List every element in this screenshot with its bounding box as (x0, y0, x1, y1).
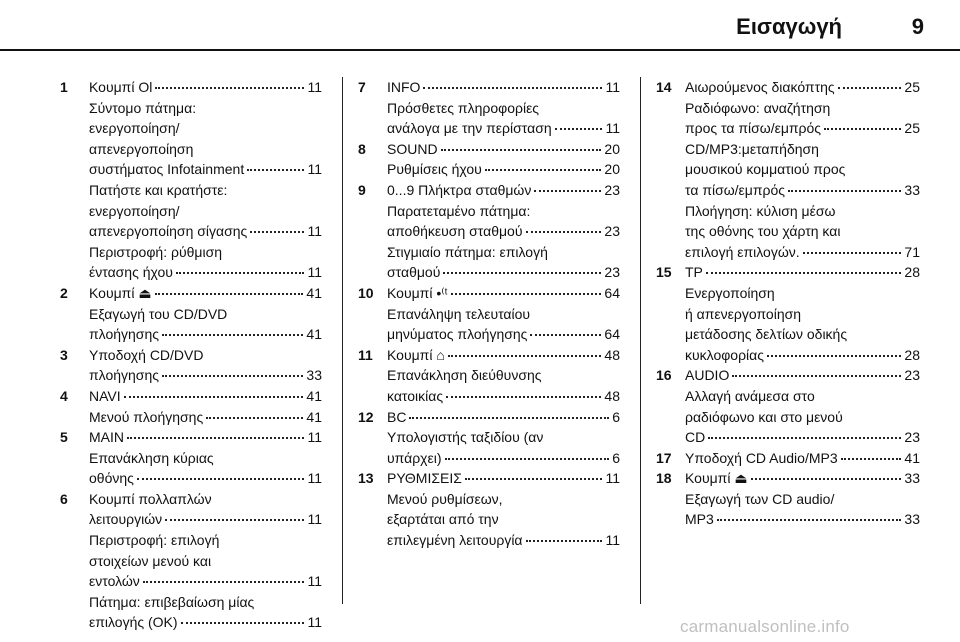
entry-line (685, 139, 920, 160)
entry-page-ref: 48 (604, 346, 620, 363)
entry-page-ref: 23 (604, 264, 620, 281)
dot-leader (176, 272, 305, 274)
dot-leader (448, 355, 602, 357)
entry-text: NAVI (89, 387, 121, 404)
entry-line (685, 468, 920, 489)
page-number: 9 (911, 14, 924, 39)
entry-page-ref: 11 (307, 161, 322, 178)
entry-line (387, 221, 620, 242)
entry-text: πλοήγησης (89, 326, 159, 343)
entry-text: λειτουργιών (89, 511, 163, 528)
entry-page-ref: 20 (604, 161, 620, 178)
entry-number: 3 (60, 346, 68, 363)
entry-line (89, 283, 322, 304)
entry-line (387, 427, 620, 448)
index-column-3 (656, 77, 920, 530)
entry-line (387, 242, 620, 263)
entry-number: 9 (358, 181, 366, 198)
entry-text: AUDIO (685, 367, 730, 384)
entry-text: προς τα πίσω/εμπρός (685, 120, 822, 137)
entry-line (387, 201, 620, 222)
entry-page-ref: 41 (306, 326, 322, 343)
dot-leader (247, 169, 304, 171)
entry-page-ref: 11 (605, 79, 620, 95)
entry-text: Κουμπί Ol (89, 79, 153, 95)
entry-text: της οθόνης του χάρτη και (685, 223, 841, 240)
entry-page-ref: 23 (904, 429, 920, 446)
entry-line (89, 345, 322, 366)
entry-page-ref: 11 (307, 573, 322, 590)
index-entry (60, 345, 322, 386)
entry-text: Ρυθμίσεις ήχου (387, 161, 482, 178)
entry-text: Περιστροφή: επιλογή (89, 532, 220, 549)
entry-page-ref: 28 (904, 346, 920, 363)
index-entry (60, 283, 322, 345)
entry-text: Μενού πλοήγησης (89, 408, 204, 425)
entry-text: Στιγμιαίο πάτημα: επιλογή (387, 243, 548, 260)
entry-text: τα πίσω/εμπρός (685, 181, 786, 198)
entry-text: Σύντομο πάτημα: (89, 99, 197, 116)
entry-number: 10 (358, 284, 374, 301)
dot-leader (143, 581, 305, 583)
entry-text: Υποδοχή CD/DVD (89, 346, 204, 363)
entry-line (387, 304, 620, 325)
dot-leader (751, 478, 902, 480)
entry-text: υπάρχει) (387, 449, 442, 466)
entry-line (89, 468, 322, 489)
entry-line (387, 77, 620, 98)
dot-leader (124, 396, 304, 398)
entry-text: ανάλογα με την περίσταση (387, 120, 552, 137)
dot-leader (526, 540, 603, 542)
entry-line (685, 77, 920, 98)
entry-text: Κουμπί •⁽ᵗ (387, 284, 448, 301)
dot-leader (534, 190, 601, 192)
index-entry (358, 77, 620, 139)
entry-text: Πατήστε και κρατήστε: (89, 181, 228, 198)
entry-line (89, 324, 322, 345)
entry-text: SOUND (387, 140, 438, 157)
entry-number: 6 (60, 490, 68, 507)
entry-line (685, 386, 920, 407)
index-entry (358, 468, 620, 550)
entry-line (89, 365, 322, 386)
watermark: carmanualsonline.info (680, 617, 850, 636)
dot-leader (446, 396, 601, 398)
entry-text: Πάτημα: επιβεβαίωση μίας (89, 593, 255, 610)
entry-text: έντασης ήχου (89, 264, 173, 281)
index-entry (60, 427, 322, 489)
entry-text: επιλογής (OK) (89, 614, 178, 631)
entry-text: κατοικίας (387, 387, 444, 404)
entry-line (685, 509, 920, 530)
entry-text: μηνύματος πλοήγησης (387, 326, 528, 343)
entry-line (89, 262, 322, 283)
entry-line (387, 139, 620, 160)
entry-text: ενεργοποίηση/ (89, 202, 180, 219)
entry-line (89, 221, 322, 242)
entry-line (387, 407, 620, 428)
entry-page-ref: 6 (612, 408, 620, 425)
entry-line (387, 530, 620, 551)
entry-text: Επανάκληση διεύθυνσης (387, 367, 542, 384)
entry-number: 1 (60, 79, 68, 95)
entry-text: Κουμπί ⏏ (685, 470, 748, 487)
entry-line (89, 98, 322, 119)
entry-line (387, 98, 620, 119)
entry-line (387, 448, 620, 469)
index-entry (358, 407, 620, 469)
entry-line (685, 345, 920, 366)
dot-leader (465, 478, 603, 480)
entry-number: 7 (358, 79, 366, 95)
entry-line (685, 221, 920, 242)
entry-page-ref: 41 (306, 284, 322, 301)
dot-leader (788, 190, 901, 192)
entry-page-ref: 11 (307, 470, 322, 487)
entry-text: πλοήγησης (89, 367, 159, 384)
entry-page-ref: 64 (604, 326, 620, 343)
index-column-2 (358, 77, 620, 551)
entry-page-ref: 11 (307, 79, 322, 95)
entry-line (685, 242, 920, 263)
dot-leader (181, 622, 305, 624)
entry-page-ref: 20 (604, 140, 620, 157)
entry-page-ref: 41 (904, 449, 920, 466)
dot-leader (162, 334, 303, 336)
entry-text: απενεργοποίηση σίγασης (89, 223, 248, 240)
entry-text: εξαρτάται από την (387, 511, 499, 528)
entry-line (89, 139, 322, 160)
entry-text: TP (685, 264, 703, 281)
entry-line (89, 571, 322, 592)
entry-line (685, 201, 920, 222)
entry-page-ref: 11 (307, 264, 322, 281)
entry-text: μουσικού κομματιού προς (685, 161, 846, 178)
dot-leader (445, 458, 610, 460)
dot-leader (485, 169, 602, 171)
entry-page-ref: 11 (307, 614, 322, 631)
entry-text: CD (685, 429, 706, 446)
entry-line (89, 509, 322, 530)
dot-leader (708, 437, 901, 439)
entry-text: Παρατεταμένο πάτημα: (387, 202, 531, 219)
entry-page-ref: 33 (904, 470, 920, 487)
entry-line (387, 468, 620, 489)
dot-leader (706, 272, 902, 274)
entry-number: 16 (656, 367, 672, 384)
entry-line (89, 201, 322, 222)
dot-leader (732, 375, 901, 377)
entry-page-ref: 25 (904, 79, 920, 95)
entry-number: 17 (656, 449, 672, 466)
entry-text: αποθήκευση σταθμού (387, 223, 523, 240)
entry-line (685, 180, 920, 201)
entry-line (685, 324, 920, 345)
entry-page-ref: 25 (904, 120, 920, 137)
entry-page-ref: 64 (604, 284, 620, 301)
entry-line (89, 304, 322, 325)
dot-leader (165, 519, 304, 521)
page-title: Εισαγωγή (736, 14, 842, 39)
entry-text: Κουμπί ⌂ (387, 346, 445, 363)
entry-line (387, 180, 620, 201)
entry-line (387, 159, 620, 180)
entry-line (387, 345, 620, 366)
entry-text: Αιωρούμενος διακόπτης (685, 79, 835, 95)
entry-line (685, 304, 920, 325)
entry-text: ή απενεργοποίηση (685, 305, 802, 322)
dot-leader (409, 417, 609, 419)
entry-line (387, 262, 620, 283)
dot-leader (717, 519, 902, 521)
entry-page-ref: 71 (904, 243, 920, 260)
entry-line (685, 489, 920, 510)
entry-text: Ενεργοποίηση (685, 284, 775, 301)
entry-text: MAIN (89, 429, 124, 446)
index-entry (656, 468, 920, 530)
entry-line (89, 159, 322, 180)
entry-line (685, 118, 920, 139)
column-divider (640, 77, 641, 604)
entry-page-ref: 11 (605, 532, 620, 549)
entry-page-ref: 11 (307, 429, 322, 446)
entry-number: 2 (60, 284, 68, 301)
index-entry (656, 77, 920, 262)
index-entry (656, 262, 920, 365)
entry-text: συστήματος Infotainment (89, 161, 245, 178)
index-entry (60, 386, 322, 427)
entry-page-ref: 33 (904, 181, 920, 198)
entry-line (685, 262, 920, 283)
entry-line (685, 283, 920, 304)
entry-text: Πρόσθετες πληροφορίες (387, 99, 540, 116)
entry-text: Επανάκληση κύριας (89, 449, 214, 466)
entry-line (89, 118, 322, 139)
entry-text: Υποδοχή CD Audio/MP3 (685, 449, 838, 466)
entry-text: Εξαγωγή των CD audio/ (685, 490, 835, 507)
entry-text: στοιχείων μενού και (89, 552, 212, 569)
entry-line (387, 509, 620, 530)
entry-number: 14 (656, 79, 672, 95)
index-entry (60, 77, 322, 283)
entry-text: Μενού ρυθμίσεων, (387, 490, 503, 507)
dot-leader (162, 375, 303, 377)
dot-leader (250, 231, 304, 233)
entry-line (387, 118, 620, 139)
entry-line (387, 386, 620, 407)
dot-leader (127, 437, 304, 439)
entry-line (89, 427, 322, 448)
dot-leader (838, 87, 902, 89)
entry-line (685, 448, 920, 469)
entry-number: 5 (60, 429, 68, 446)
entry-page-ref: 11 (307, 223, 322, 240)
entry-line (89, 77, 322, 98)
entry-text: ενεργοποίηση/ (89, 120, 180, 137)
entry-page-ref: 28 (904, 264, 920, 281)
entry-page-ref: 11 (605, 470, 620, 487)
entry-text: επιλογή επιλογών. (685, 243, 800, 260)
entry-page-ref: 23 (604, 223, 620, 240)
entry-number: 13 (358, 470, 374, 487)
entry-text: επιλεγμένη λειτουργία (387, 532, 523, 549)
entry-text: Πλοήγηση: κύλιση μέσω (685, 202, 836, 219)
dot-leader (824, 128, 901, 130)
entry-page-ref: 41 (306, 387, 322, 404)
entry-text: ΡΥΘΜΙΣΕΙΣ (387, 470, 462, 487)
entry-number: 12 (358, 408, 374, 425)
entry-line (89, 592, 322, 613)
entry-line (387, 489, 620, 510)
entry-number: 18 (656, 470, 672, 487)
dot-leader (555, 128, 603, 130)
entry-line (685, 159, 920, 180)
entry-number: 15 (656, 264, 672, 281)
dot-leader (803, 252, 902, 254)
index-entry (656, 365, 920, 447)
dot-leader (206, 417, 303, 419)
entry-line (685, 407, 920, 428)
entry-page-ref: 11 (605, 120, 620, 137)
dot-leader (530, 334, 601, 336)
entry-line (89, 407, 322, 428)
dot-leader (443, 272, 601, 274)
entry-number: 8 (358, 140, 366, 157)
dot-leader (423, 87, 602, 89)
index-entry (358, 283, 620, 345)
header-divider (0, 49, 960, 51)
entry-text: κυκλοφορίας (685, 346, 765, 363)
entry-number: 4 (60, 387, 68, 404)
dot-leader (526, 231, 602, 233)
entry-page-ref: 48 (604, 387, 620, 404)
entry-text: INFO (387, 79, 421, 95)
entry-text: Αλλαγή ανάμεσα στο (685, 387, 815, 404)
entry-page-ref: 33 (904, 511, 920, 528)
entry-text: CD/MP3:μεταπήδηση (685, 140, 819, 157)
entry-line (89, 551, 322, 572)
entry-page-ref: 33 (306, 367, 322, 384)
entry-text: Ραδιόφωνο: αναζήτηση (685, 99, 831, 116)
entry-page-ref: 23 (904, 367, 920, 384)
index-entry (358, 180, 620, 283)
entry-line (387, 324, 620, 345)
entry-text: Κουμπί πολλαπλών (89, 490, 212, 507)
entry-line (89, 448, 322, 469)
entry-text: Κουμπί ⏏ (89, 284, 152, 301)
entry-text: ραδιόφωνο και στο μενού (685, 408, 843, 425)
entry-line (685, 427, 920, 448)
entry-text: Υπολογιστής ταξιδίου (αν (387, 429, 544, 446)
column-divider (342, 77, 343, 604)
entry-page-ref: 23 (604, 181, 620, 198)
entry-page-ref: 11 (307, 511, 322, 528)
entry-text: μετάδοσης δελτίων οδικής (685, 326, 848, 343)
entry-line (89, 242, 322, 263)
entry-line (89, 612, 322, 633)
entry-page-ref: 41 (306, 408, 322, 425)
entry-line (387, 365, 620, 386)
entry-page-ref: 6 (612, 449, 620, 466)
index-entry (60, 489, 322, 633)
dot-leader (137, 478, 305, 480)
entry-text: απενεργοποίηση (89, 140, 194, 157)
entry-line (685, 365, 920, 386)
index-column-1 (60, 77, 322, 633)
entry-number: 11 (358, 346, 373, 363)
entry-line (89, 530, 322, 551)
index-entry (358, 345, 620, 407)
entry-line (89, 180, 322, 201)
entry-line (89, 489, 322, 510)
entry-line (685, 98, 920, 119)
dot-leader (155, 87, 304, 89)
index-entry (358, 139, 620, 180)
index-entry (656, 448, 920, 469)
entry-text: Περιστροφή: ρύθμιση (89, 243, 222, 260)
dot-leader (155, 293, 304, 295)
dot-leader (451, 293, 602, 295)
entry-text: Εξαγωγή του CD/DVD (89, 305, 228, 322)
dot-leader (767, 355, 901, 357)
entry-text: BC (387, 408, 407, 425)
dot-leader (841, 458, 902, 460)
entry-text: MP3 (685, 511, 714, 528)
entry-line (387, 283, 620, 304)
dot-leader (441, 149, 602, 151)
entry-text: 0...9 Πλήκτρα σταθμών (387, 181, 532, 198)
entry-text: οθόνης (89, 470, 134, 487)
entry-line (89, 386, 322, 407)
entry-text: Επανάληψη τελευταίου (387, 305, 531, 322)
entry-text: σταθμού (387, 264, 441, 281)
entry-text: εντολών (89, 573, 140, 590)
